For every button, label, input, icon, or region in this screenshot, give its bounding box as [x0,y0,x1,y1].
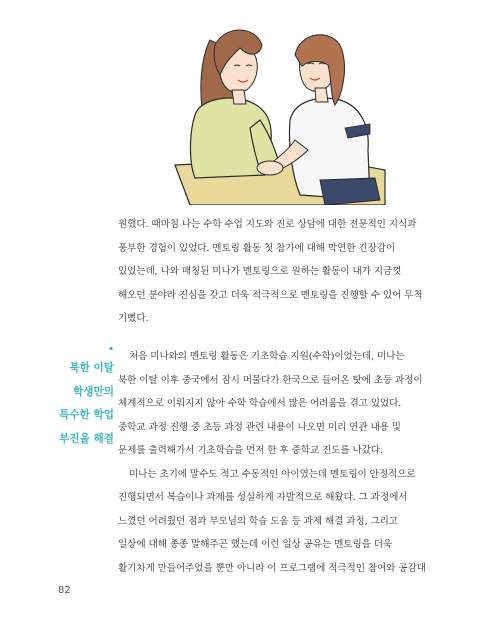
text-line: 체계적으로 이뤄지지 않아 수학 학습에서 많은 어려움을 겪고 있었다. [118,398,402,409]
text-line: 북한 이탈 이후 중국에서 잠시 머물다가 한국으로 들어온 탓에 초등 과정이 [118,374,423,386]
text-line: 해오던 분야라 진심을 갖고 더욱 적극적으로 멘토링을 진행할 수 있어 무척 [118,289,423,301]
text-line: 문제를 출력해가서 기초학습을 먼저 한 후 중학교 진도를 나갔다. [118,445,383,456]
sidenote-line: 학생만의 [73,385,114,398]
page-number: 82 [58,585,71,596]
text-line: 처음 미나와의 멘토링 활동은 기초학습 지원(수학)이었는데, 미나는 [129,351,405,362]
sidenote-line: 부진을 해결 [59,432,114,445]
text-line: 느꼈던 어려웠던 점과 부모님의 학습 도움 등 과제 해결 과정, 그리고 [118,515,398,527]
sidenote-line: 북한 이탈 [69,362,114,374]
mentoring-illustration [170,0,390,205]
text-line: 원했다. 때마침 나는 수학 수업 지도와 진로 상담에 대한 전문적인 지식과 [118,219,417,230]
text-line: 일상에 대해 종종 말해주곤 했는데 이런 일상 공유는 멘토링을 더욱 [118,539,393,550]
sidenote [52,345,114,451]
paragraph-2 [118,345,434,580]
text-line: 있었는데, 나와 매칭된 미나가 멘토링으로 원하는 활동이 내가 지금껏 [118,266,402,277]
paragraph-1 [118,213,434,331]
text-line: 활기차게 만들어주었을 뿐만 아니라 이 프로그램에 적극적인 참여와 공감대 [118,562,426,574]
text-line: 풍부한 경험이 있었다. 멘토링 활동 첫 참가에 대해 막연한 긴장감이 [118,242,396,254]
text-line: 중학교 과정 진행 중 초등 과정 관련 내용이 나오면 미리 연관 내용 및 [118,421,401,433]
text-line: 미나는 초기에 말수도 적고 수동적인 아이였는데 멘토링이 안정적으로 [129,468,416,480]
text-line: 진행되면서 복습이나 과제를 성실하게 자발적으로 해왔다. 그 과정에서 [118,492,408,503]
text-line: 기뻤다. [118,313,149,324]
sidenote-line: 특수한 학업 [59,409,114,421]
sidenote-bullet: • [108,345,114,355]
